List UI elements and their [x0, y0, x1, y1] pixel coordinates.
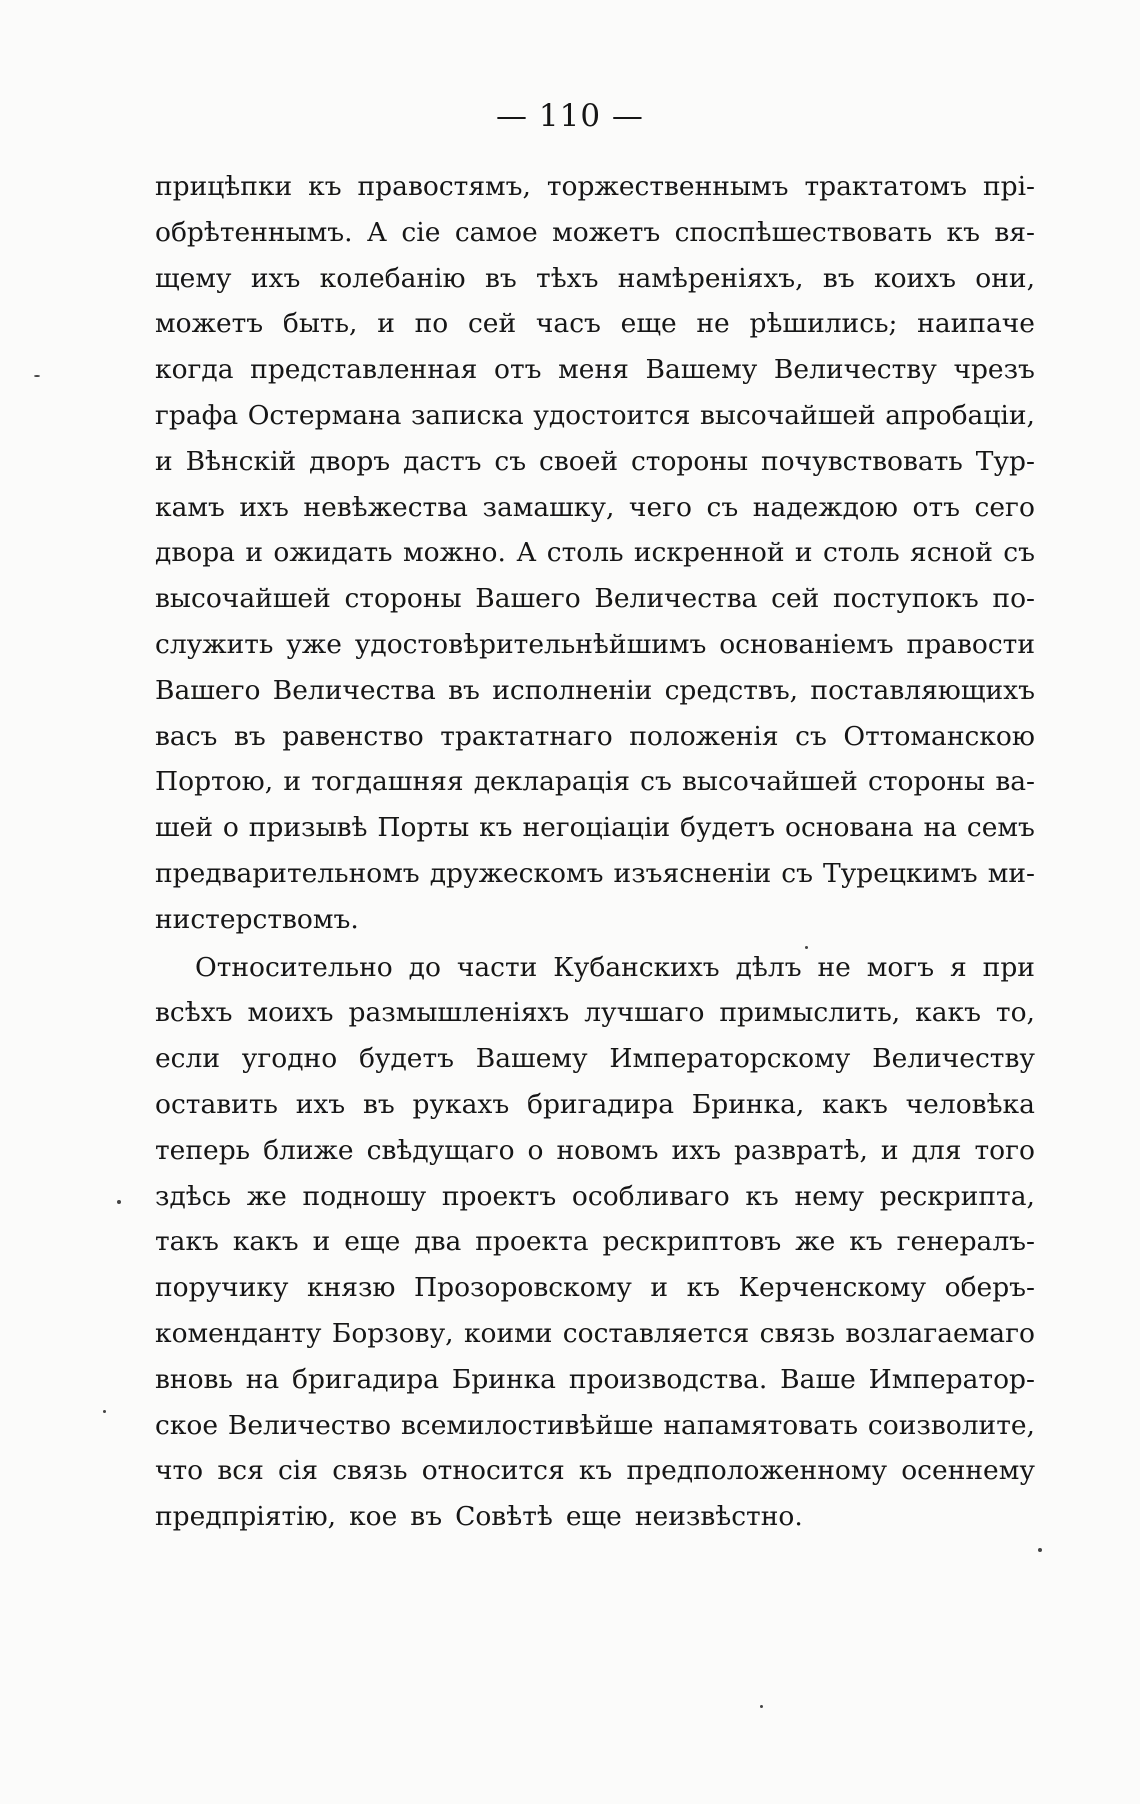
text-line: двора и ожидать можно. А столь искренной и столь ясной съ: [155, 537, 1035, 569]
scan-speck: [103, 1410, 106, 1413]
text-line: всѣхъ моихъ размышленіяхъ лучшаго примыслить, какъ то,: [155, 997, 1035, 1029]
text-line: камъ ихъ невѣжества замашку, чего съ надеждою отъ сего: [155, 491, 1035, 523]
scan-speck: [805, 946, 808, 949]
text-line: высочайшей стороны Вашего Величества сей поступокъ по-: [155, 583, 1035, 615]
text-line: графа Остермана записка удостоится высочайшей апробаціи,: [155, 399, 1035, 431]
text-body: [155, 164, 1035, 1540]
scan-speck: [34, 375, 40, 377]
text-line: Портою, и тогдашняя декларація съ высочайшей стороны ва-: [155, 766, 1035, 798]
text-line: Вашего Величества въ исполненіи средствъ, поставляющихъ: [155, 674, 1035, 706]
text-line: если угодно будетъ Вашему Императорскому Величеству: [155, 1043, 1035, 1075]
paragraph: [155, 164, 1035, 943]
text-line: и Вѣнскій дворъ дастъ съ своей стороны почувствовать Тур-: [155, 445, 1035, 477]
paragraph: [155, 945, 1035, 1540]
page-number: — 110 —: [496, 98, 644, 134]
text-line: Относительно до части Кубанскихъ дѣлъ не могъ я при: [195, 951, 1035, 983]
text-line: что вся сія связь относится къ предположенному осеннему: [155, 1455, 1035, 1487]
text-line: шей о призывѣ Порты къ негоціаціи будетъ основана на семъ: [155, 812, 1035, 844]
text-line: прицѣпки къ правостямъ, торжественнымъ трактатомъ прі-: [155, 171, 1035, 202]
scan-speck: [117, 1200, 121, 1204]
text-line: васъ въ равенство трактатнаго положенія съ Оттоманскою: [155, 720, 1035, 752]
text-line: можетъ быть, и по сей часъ еще не рѣшились; наипаче: [155, 308, 1035, 340]
text-line: предварительномъ дружескомъ изъясненіи съ Турецкимъ ми-: [155, 857, 1035, 889]
text-line: теперь ближе свѣдущаго о новомъ ихъ развратѣ, и для того: [155, 1134, 1035, 1166]
text-line: обрѣтеннымъ. А сіе самое можетъ споспѣшествовать къ вя-: [155, 216, 1035, 248]
text-line: щему ихъ колебанію въ тѣхъ намѣреніяхъ, въ коихъ они,: [155, 262, 1035, 294]
text-line: ское Величество всемилостивѣйше напамятовать соизволите,: [155, 1409, 1035, 1441]
text-line: поручику князю Прозоровскому и къ Керченскому оберъ-: [155, 1272, 1035, 1304]
text-line: вновь на бригадира Бринка производства. Ваше Император-: [155, 1363, 1035, 1395]
text-line: нистерствомъ.: [155, 903, 359, 935]
text-line: коменданту Борзову, коими составляется связь возлагаемаго: [155, 1317, 1035, 1349]
text-line: такъ какъ и еще два проекта рескриптовъ же къ генералъ-: [155, 1226, 1035, 1258]
scan-speck: [1038, 1548, 1042, 1552]
text-line: когда представленная отъ меня Вашему Величеству чрезъ: [155, 354, 1035, 386]
text-line: служить уже удостовѣрительнѣйшимъ основаніемъ правости: [155, 628, 1035, 660]
scan-speck: [760, 1705, 763, 1708]
text-line: оставить ихъ въ рукахъ бригадира Бринка, какъ человѣка: [155, 1088, 1035, 1120]
text-line: предпріятію, кое въ Совѣтѣ еще неизвѣстно.: [155, 1501, 803, 1533]
text-line: здѣсь же подношу проектъ особливаго къ нему рескрипта,: [155, 1180, 1035, 1212]
